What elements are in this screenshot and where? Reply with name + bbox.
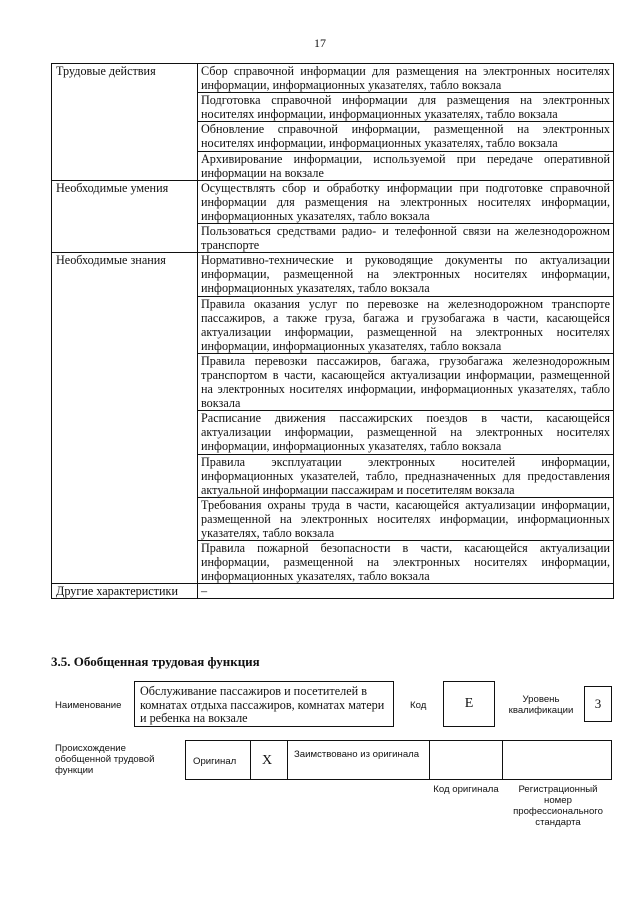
table-row — [52, 180, 614, 223]
table-cell: Нормативно-технические и руководящие документы по актуализации информации, размещенной на электронных носителях информации, информационных указателях, табло вокзала — [198, 253, 614, 296]
code-original-label: Код оригинала — [433, 784, 499, 795]
original-mark: X — [262, 753, 273, 768]
level-label: Уровень квалификации — [508, 694, 574, 716]
labor-function-table — [51, 63, 614, 599]
origin-label: Происхождение обобщенной трудовой функции — [55, 743, 155, 776]
divider — [287, 740, 288, 780]
original-label: Оригинал — [193, 756, 237, 767]
level-value-box — [584, 686, 612, 722]
section-title: 3.5. Обобщенная трудовая функция — [51, 654, 260, 669]
table-cell: Правила перевозки пассажиров, багажа, грузобагажа железнодорожным транспортом в части, касающейся актуализации информации, размещенной на электронных носителях информации, информационных указателях, табло вокзала — [198, 353, 614, 410]
divider — [429, 740, 430, 780]
row-label-other-characteristics: Другие характеристики — [52, 584, 198, 599]
name-label: Наименование — [55, 700, 122, 711]
table-cell: Расписание движения пассажирских поездов в части, касающейся актуализации информации, размещенной на электронных носителях информации, информационных указателях, табло вокзала — [198, 411, 614, 454]
table-cell: Правила пожарной безопасности в части, касающейся актуализации информации, размещенной на электронных носителях информации, информационных указателях, табло вокзала — [198, 541, 614, 584]
table-cell: Сбор справочной информации для размещения на электронных носителях информации, информационных указателях, табло вокзала — [198, 64, 614, 93]
table-cell: Правила эксплуатации электронных носителей информации, информационных указателей, табло, предназначенных для предоставления актуальной информации пассажирам и посетителям вокзала — [198, 454, 614, 497]
row-label-labor-actions: Трудовые действия — [52, 64, 198, 181]
table-row — [52, 584, 614, 599]
function-name-box: Обслуживание пассажиров и посетителей в комнатах отдыха пассажиров, комнатах матери и ребенка на вокзале — [134, 681, 394, 727]
table-cell: Архивирование информации, используемой при передаче оперативной информации на вокзале — [198, 151, 614, 180]
table-row — [52, 64, 614, 93]
level-value: 3 — [594, 696, 602, 711]
code-value-box — [443, 681, 495, 727]
table-cell: Обновление справочной информации, размещенной на электронных носителях информации, информационных указателях, табло вокзала — [198, 122, 614, 151]
divider — [250, 740, 251, 780]
page-number: 17 — [314, 36, 326, 50]
row-label-required-skills: Необходимые умения — [52, 180, 198, 252]
table-cell: Требования охраны труда в части, касающейся актуализации информации, размещенной на электронных носителях информации, информационных указателях, табло вокзала — [198, 497, 614, 540]
table-cell: Подготовка справочной информации для размещения на электронных носителях информации, информационных указателях, табло вокзала — [198, 93, 614, 122]
table-cell: Правила оказания услуг по перевозке на железнодорожном транспорте пассажиров, а также груза, багажа и грузобагажа в части, касающейся актуализации информации, размещенной на электронных носителях информации, информационных указателях, табло вокзала — [198, 296, 614, 353]
row-label-required-knowledge: Необходимые знания — [52, 253, 198, 584]
reg-number-label: Регистрационный номер профессионального стандарта — [513, 784, 603, 828]
divider — [502, 740, 503, 780]
code-value: E — [464, 696, 474, 711]
table-cell: – — [198, 584, 614, 599]
table-row — [52, 253, 614, 296]
borrowed-label: Заимствовано из оригинала — [294, 749, 420, 760]
table-cell: Осуществлять сбор и обработку информации при подготовке справочной информации для размещения на электронных носителях информации, информационных указателях, табло вокзала — [198, 180, 614, 223]
table-cell: Пользоваться средствами радио- и телефонной связи на железнодорожном транспорте — [198, 224, 614, 253]
code-label: Код — [410, 700, 427, 711]
